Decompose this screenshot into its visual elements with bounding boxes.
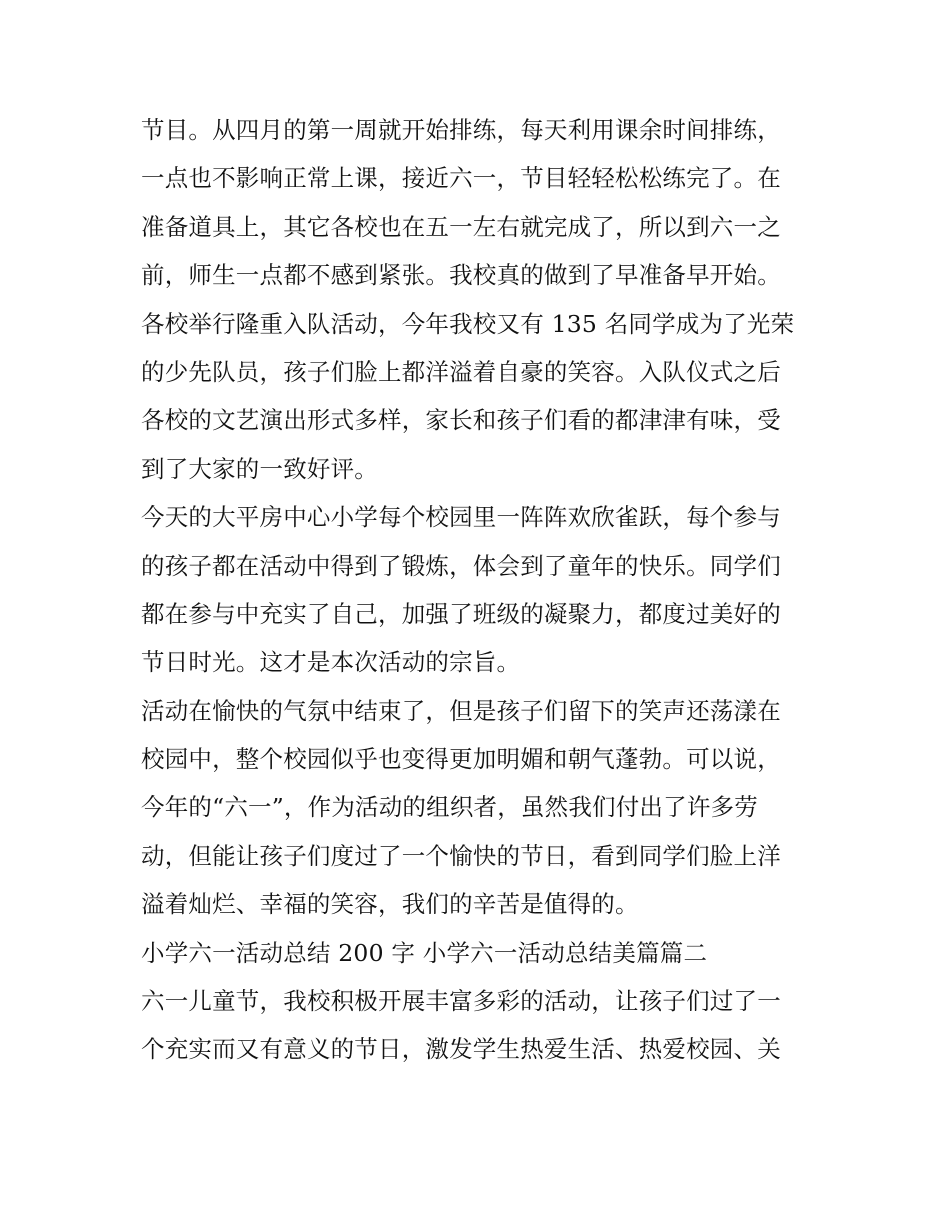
text-line: 都在参与中充实了自己，加强了班级的凝聚力，都度过美好的	[141, 599, 781, 628]
text-line: 六一儿童节，我校积极开展丰富多彩的活动，让孩子们过了一	[141, 987, 781, 1016]
text-line: 今天的大平房中心小学每个校园里一阵阵欢欣雀跃，每个参与	[141, 503, 781, 532]
text-line: 的少先队员，孩子们脸上都洋溢着自豪的笑容。入队仪式之后	[141, 357, 781, 386]
text-line: 节日时光。这才是本次活动的宗旨。	[141, 648, 521, 677]
text-line: 一点也不影响正常上课，接近六一，节目轻轻松松练完了。在	[141, 164, 781, 193]
text-line: 动，但能让孩子们度过了一个愉快的节日，看到同学们脸上洋	[141, 841, 781, 870]
text-line: 个充实而又有意义的节日，激发学生热爱生活、热爱校园、关	[141, 1035, 781, 1064]
text-line: 活动在愉快的气氛中结束了，但是孩子们留下的笑声还荡漾在	[141, 696, 781, 725]
text-line: 前，师生一点都不感到紧张。我校真的做到了早准备早开始。	[141, 261, 781, 290]
text-line: 节目。从四月的第一周就开始排练，每天利用课余时间排练，	[141, 116, 781, 144]
text-line: 各校的文艺演出形式多样，家长和孩子们看的都津津有味，受	[141, 406, 781, 435]
section-heading: 小学六一活动总结 200 字 小学六一活动总结美篇篇二	[141, 938, 708, 967]
text-line: 溢着灿烂、幸福的笑容，我们的辛苦是值得的。	[141, 890, 639, 919]
text-line: 各校举行隆重入队活动，今年我校又有 135 名同学成为了光荣	[141, 309, 795, 338]
text-line: 到了大家的一致好评。	[141, 454, 378, 483]
text-line: 今年的“六一”，作为活动的组织者，虽然我们付出了许多劳	[141, 793, 758, 822]
document-body	[141, 106, 821, 1074]
text-line: 校园中，整个校园似乎也变得更加明媚和朝气蓬勃。可以说，	[141, 745, 781, 774]
text-line: 准备道具上，其它各校也在五一左右就完成了，所以到六一之	[141, 212, 781, 241]
text-line: 的孩子都在活动中得到了锻炼，体会到了童年的快乐。同学们	[141, 551, 781, 580]
